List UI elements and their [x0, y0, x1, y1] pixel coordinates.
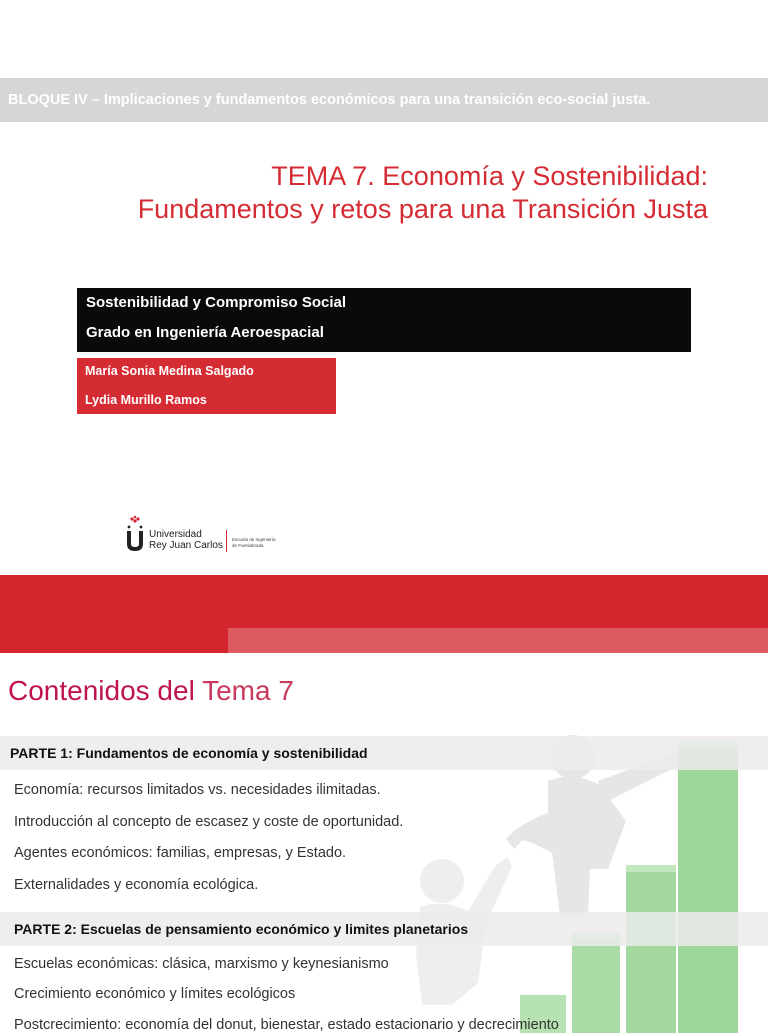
part-1-heading [0, 736, 768, 770]
university-name-line-2: Rey Juan Carlos [149, 540, 223, 551]
block-header [0, 78, 768, 122]
part-2-item: Escuelas económicas: clásica, marxismo y keynesianismo [14, 956, 389, 972]
part-1-item: Agentes económicos: familias, empresas, y Estado. [14, 845, 347, 861]
part-2-item: Crecimiento económico y límites ecológicos [14, 986, 296, 1002]
slide-title [8, 160, 708, 226]
course-degree: Grado en Ingeniería Aeroespacial [86, 324, 324, 341]
school-name-line-2: de Fuenlabrada [232, 543, 264, 548]
title-line-1: TEMA 7. Economía y Sostenibilidad: [271, 161, 708, 191]
university-name [149, 529, 223, 551]
title-line-2: Fundamentos y retos para una Transición Justa [137, 194, 708, 224]
course-subject: Sostenibilidad y Compromiso Social [86, 294, 347, 311]
part-2-heading-text: PARTE 2: Escuelas de pensamiento económico y limites planetarios [14, 921, 469, 937]
course-info-box [77, 288, 691, 352]
author-2: Lydia Murillo Ramos [85, 393, 207, 407]
growth-bar-3 [626, 865, 676, 1033]
contents-title [8, 675, 294, 707]
growth-bar-2 [572, 933, 620, 1033]
part-2-heading [0, 912, 768, 946]
university-name-line-1: Universidad [149, 529, 202, 540]
part-2-item: Postcrecimiento: economía del donut, bienestar, estado estacionario y decrecimiento [14, 1017, 559, 1033]
part-1-item: Economía: recursos limitados vs. necesidades ilimitadas. [14, 782, 381, 798]
school-name [232, 537, 276, 549]
authors-box [77, 358, 336, 414]
part-1-item: Externalidades y economía ecológica. [14, 877, 259, 893]
logo-divider [226, 530, 227, 552]
author-1: María Sonia Medina Salgado [85, 364, 254, 378]
contents-title-prefix: Contenidos del [8, 675, 203, 706]
part-1-heading-text: PARTE 1: Fundamentos de economía y sostenibilidad [10, 745, 368, 761]
urjc-logo [124, 516, 304, 552]
contents-slide [0, 653, 768, 1033]
school-name-line-1: Escuela de Ingeniería [232, 537, 276, 542]
growth-bar-4 [678, 741, 738, 1033]
part-1-item: Introducción al concepto de escasez y coste de oportunidad. [14, 814, 404, 830]
block-header-text: BLOQUE IV – Implicaciones y fundamentos económicos para una transición eco-social justa. [8, 92, 651, 108]
contents-title-tema: Tema 7 [202, 675, 294, 706]
footer-red-band-accent [228, 628, 768, 653]
urjc-crest-icon [124, 516, 146, 552]
